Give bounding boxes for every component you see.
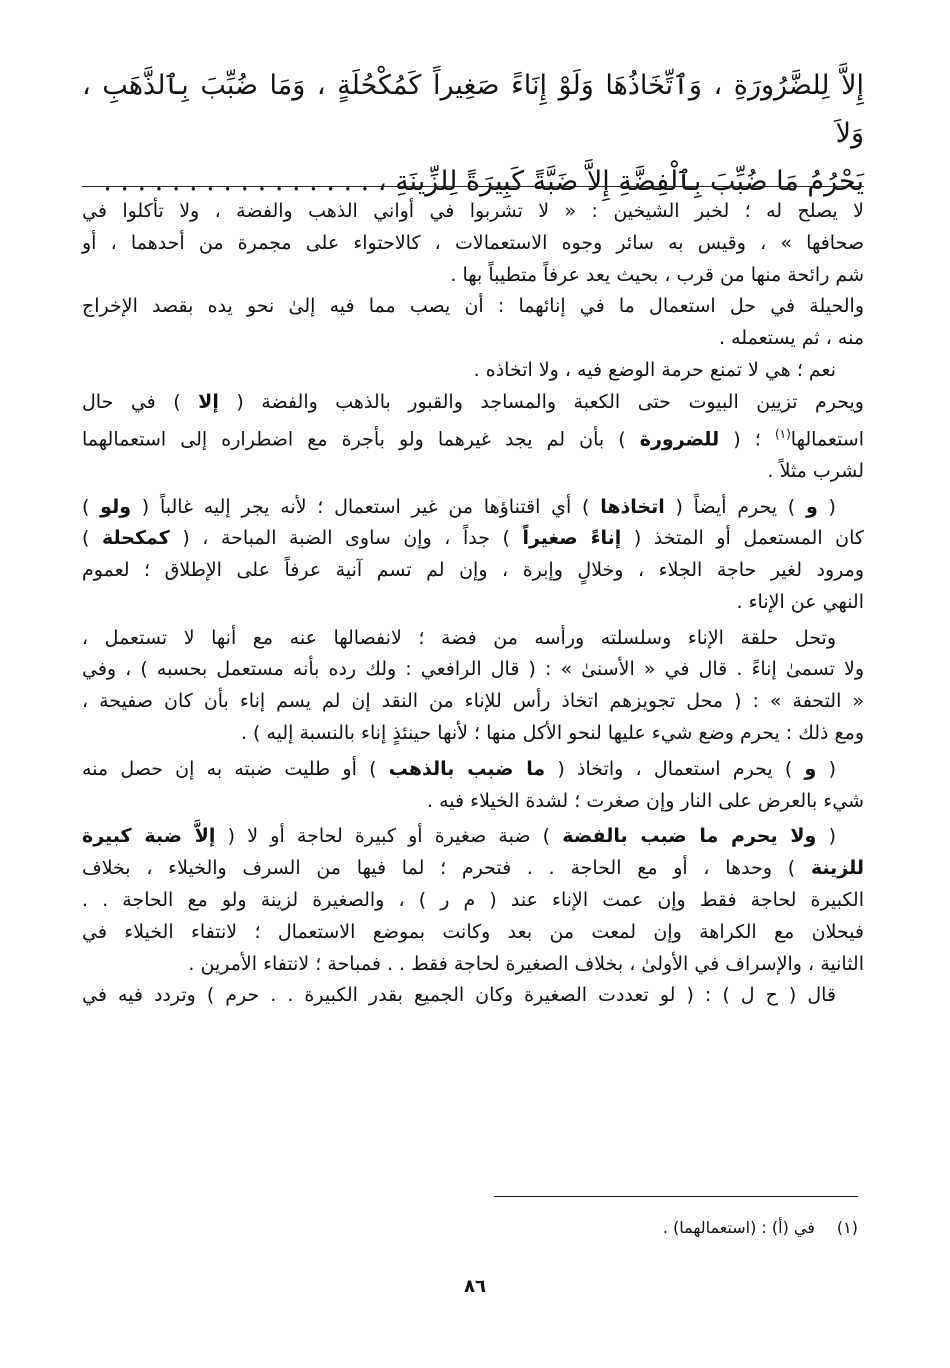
bold-run: إناءً صغيراً (522, 527, 622, 550)
sharh-line: ومع ذلك : يحرم وضع شيء عليها لنحو الأكل منها ؛ لأنها حينئذٍ إناء بالنسبة إليه ) . (240, 722, 864, 745)
text-run: ) جداً ، وإن ساوى الضبة المباحة ، ( (182, 527, 510, 550)
text-run: ؛ ( (733, 427, 761, 450)
sharh-line (82, 853, 864, 885)
sharh-line: الكبيرة لحاجة فقط وإن عمت الإناء عند ( م ر ) ، والصغيرة لزينة ولو مع الحاجة . . (82, 889, 864, 912)
footnote-text: في (أ) : (استعمالهما) . (662, 1218, 815, 1237)
bold-run: للزينة (810, 857, 864, 880)
footnote-number: (١) (836, 1218, 858, 1237)
text-run: ) في حال (82, 390, 181, 413)
sharh-line: شم رائحة منها من قرب ، بحيث يعد عرفاً متطيباً بها . (450, 263, 864, 286)
footnote-separator-rule (494, 1196, 858, 1197)
text-run: ) (82, 495, 90, 518)
sharh-line: الثانية ، والإسراف في الأولىٰ ، بخلاف الصغيرة لحاجة فقط . . فمباحة ؛ لانتفاء الأمرين . (188, 952, 864, 975)
matn-separator-rule (82, 186, 864, 187)
sharh-line: والحيلة في حل استعمال ما في إنائهما : أن يصب مما فيه إلىٰ نحو يده بقصد الإخراج (82, 295, 864, 318)
bold-run: ولا يحرم ما ضبب بالفضة (562, 825, 817, 848)
text-run: استعمالها (790, 427, 865, 450)
text-run: ) يحرم استعمال ، واتخاذ ( (557, 757, 793, 780)
footnote-ref: (١) (774, 426, 791, 441)
text-run: ) بأن لم يجد غيرهما ولو بأجرة مع اضطراره إلى استعمالهما (82, 427, 626, 450)
sharh-line: ولا تسمىٰ إناءً . قال في « الأسنىٰ » : ( قال الرافعي : ولك رده بأنه مستعمل بحسبه ) ، وفي (82, 658, 864, 681)
text-run: ) ضبة صغيرة أو كبيرة لحاجة أو لا ( (227, 825, 551, 848)
footnote (663, 1218, 858, 1237)
bold-run: كمكحلة (101, 527, 170, 550)
sharh-line: شيء بالعرض على النار وإن صغرت ؛ لشدة الخيلاء فيه . (427, 789, 864, 812)
sharh-line: لشرب مثلاً . (767, 459, 864, 482)
matn-line-2: يَحْرُمُ مَا ضُبِّبَ بِٱلْفِضَّةِ إِلاَّ ضَبَّةً كَبِيرَةً لِلزِّينَةِ ، . . . . . . . . . . . . . . . . (103, 166, 864, 197)
matn-line-1: إِلاَّ لِلضَّرُورَةِ ، وَٱتِّخَاذُهَا وَلَوْ إِنَاءً صَغِيراً كَمُكْحُلَةٍ ، وَمَا ضُبِّبَ بِٱلذَّهَبِ ، وَلاَ (82, 70, 864, 149)
bold-run: و (805, 495, 818, 518)
sharh-line (82, 523, 864, 555)
bold-run: للضرورة (639, 427, 720, 450)
sharh-line: النهي عن الإناء . (736, 590, 864, 613)
sharh-line: لا يصلح له ؛ لخبر الشيخين : « لا تشربوا في أواني الذهب والفضة ، ولا تأكلوا في (82, 200, 864, 222)
bold-run: إلاَّ ضبة كبيرة (82, 825, 216, 848)
sharh-line (82, 419, 864, 456)
sharh-line (82, 821, 864, 853)
text-run: ( (828, 757, 836, 780)
sharh-line: ومرود لغير حاجة الجلاء ، وخلالٍ وإبرة ، وإن لم تسم آنية عرفاً على الإطلاق ؛ لعموم (82, 559, 864, 582)
sharh-text (82, 196, 864, 1012)
sharh-line: فيحلان مع الكراهة وإن لمعت من بعد وكانت بموضع الاستعمال ؛ لانتفاء الخيلاء في (82, 920, 864, 943)
sharh-line (82, 387, 864, 419)
text-run: ويحرم تزيين البيوت حتى الكعبة والمساجد والقبور بالذهب والفضة ( (236, 390, 864, 413)
page-number: ٨٦ (464, 1276, 486, 1297)
text-run: ( (828, 495, 836, 518)
text-run: ) يحرم أيضاً ( (675, 495, 796, 518)
text-run: ( (828, 825, 836, 848)
sharh-line: « التحفة » : ( محل تجويزهم اتخاذ رأس للإناء من النقد إن لم يسم إناء بأن كان صفيحة ، (82, 690, 864, 713)
sharh-line: منه ، ثم يستعمله . (719, 327, 864, 350)
text-run: ) (82, 527, 90, 550)
sharh-line (82, 492, 864, 524)
sharh-line (82, 754, 864, 786)
sharh-line: صحافها » ، وقيس به سائر وجوه الاستعمالات ، كالاحتواء على مجمرة من أحدهما ، أو (82, 231, 864, 254)
text-run: ) وحدها ، أو مع الحاجة . . فتحرم ؛ لما فيها من السرف والخيلاء ، بخلاف (82, 857, 796, 880)
text-run: كان المستعمل أو المتخذ ( (633, 527, 864, 550)
text-run: ) أي اقتناؤها من غير استعمال ؛ لأنه يجر إليه غالباً ( (141, 495, 590, 518)
bold-run: و (804, 757, 817, 780)
sharh-line: قال ( ح ل ) : ( لو تعددت الصغيرة وكان الجميع بقدر الكبيرة . . حرم ) وتردد فيه في (82, 984, 836, 1007)
sharh-line: وتحل حلقة الإناء وسلسلته ورأسه من فضة ؛ لانفصالها عنه مع أنها لا تستعمل ، (82, 626, 836, 649)
sharh-line: نعم ؛ هي لا تمنع حرمة الوضع فيه ، ولا اتخاذه . (473, 358, 836, 381)
bold-run: إلا (198, 390, 219, 413)
matn-text (82, 62, 864, 206)
bold-run: ولو (100, 495, 132, 518)
bold-run: اتخاذها (600, 495, 665, 518)
text-run: ) أو طليت ضبته به إن حصل منه (82, 757, 377, 780)
bold-run: ما ضبب بالذهب (388, 757, 546, 780)
